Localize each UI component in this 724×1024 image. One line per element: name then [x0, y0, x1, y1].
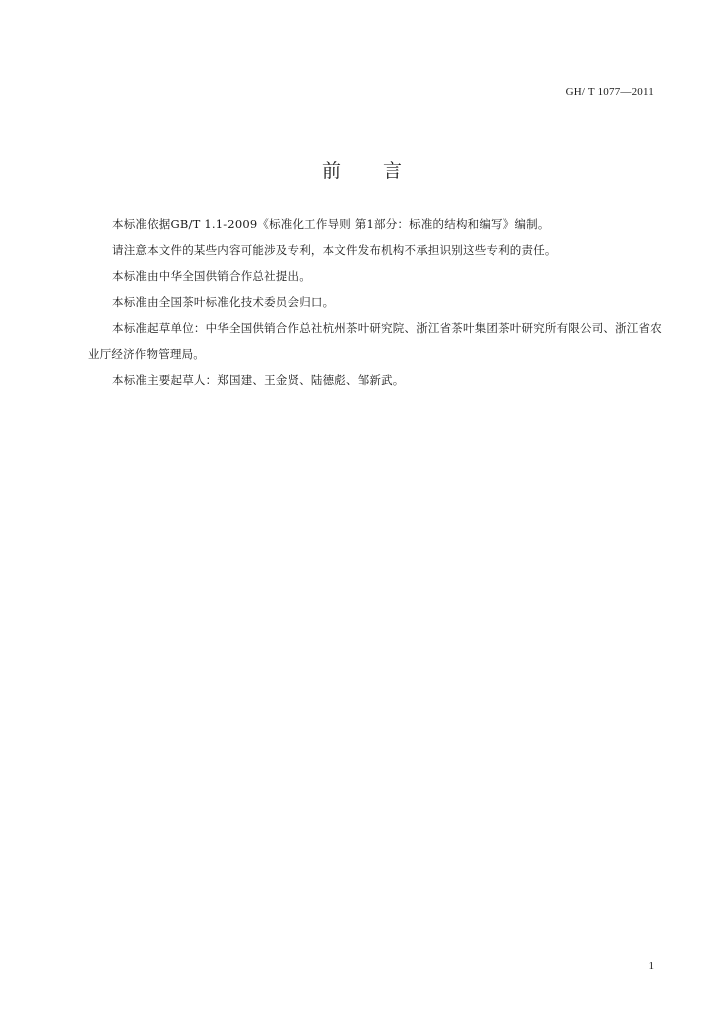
paragraph-committee: 本标准由全国茶叶标准化技术委员会归口。	[112, 295, 335, 309]
document-code: GH/ T 1077—2011	[565, 86, 654, 98]
paragraph-patent-notice: 请注意本文件的某些内容可能涉及专利，本文件发布机构不承担识别这些专利的责任。	[112, 243, 557, 257]
paragraph-proposer: 本标准由中华全国供销合作总社提出。	[112, 269, 311, 283]
page-number: 1	[648, 960, 654, 972]
preface-body	[88, 211, 672, 393]
paragraph-drafting-units: 本标准起草单位：中华全国供销合作总社杭州茶叶研究院、浙江省茶叶集团茶叶研究所有限公司、浙江省农业厅经济作物管理局。	[88, 321, 662, 361]
paragraph-drafters: 本标准主要起草人：郑国建、王金贤、陆德彪、邹新武。	[112, 373, 405, 387]
paragraph-basis: 本标准依据GB/T 1.1-2009《标准化工作导则 第1部分：标准的结构和编写》编制。	[112, 217, 550, 231]
page-title: 前言	[321, 160, 444, 182]
